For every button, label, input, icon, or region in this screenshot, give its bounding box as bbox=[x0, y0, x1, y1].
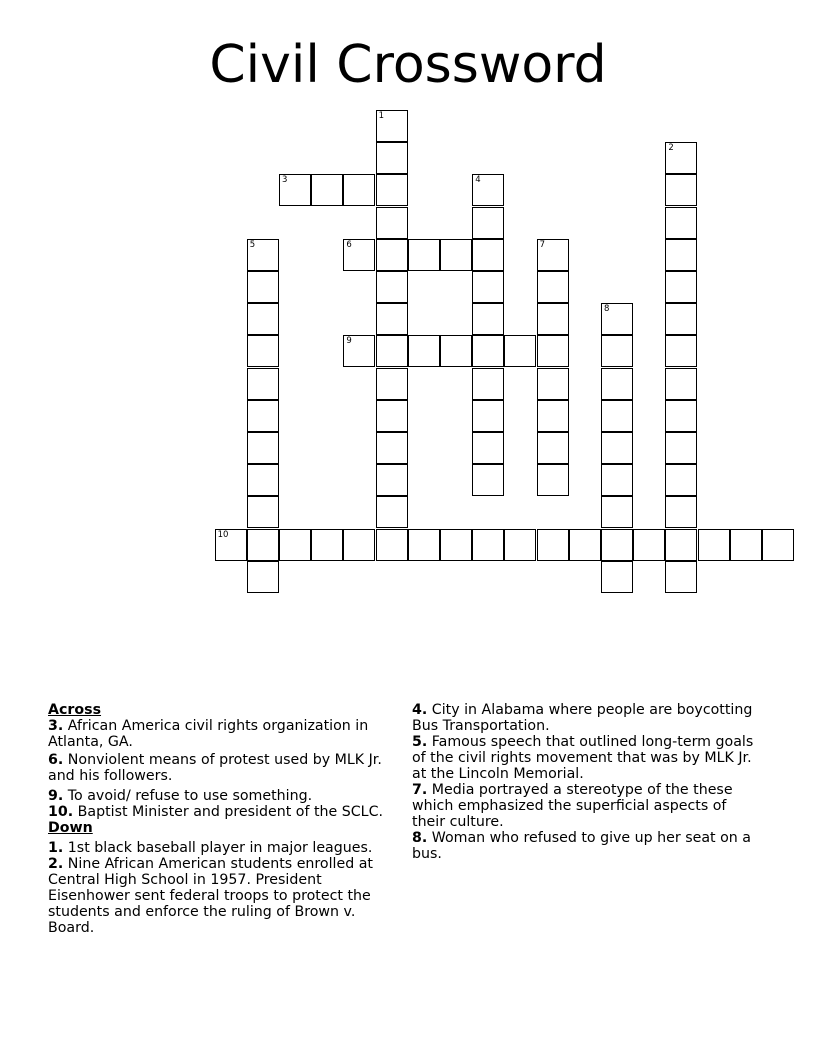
clue-number: 5 bbox=[249, 239, 256, 250]
grid-cell[interactable] bbox=[569, 529, 601, 561]
grid-cell[interactable] bbox=[665, 368, 697, 400]
grid-cell[interactable] bbox=[665, 529, 697, 561]
grid-cell[interactable] bbox=[247, 432, 279, 464]
down-heading: Down bbox=[48, 820, 93, 836]
grid-cell[interactable] bbox=[665, 174, 697, 206]
page-title: Civil Crossword bbox=[209, 35, 607, 95]
grid-cell[interactable] bbox=[537, 303, 569, 335]
clue-across-10: 10. Baptist Minister and president of the SCLC. bbox=[48, 804, 383, 820]
grid-cell[interactable] bbox=[601, 368, 633, 400]
grid-cell[interactable] bbox=[472, 271, 504, 303]
grid-cell[interactable] bbox=[376, 174, 408, 206]
grid-cell[interactable] bbox=[279, 174, 311, 206]
clue-number: 8 bbox=[604, 304, 610, 315]
grid-cell[interactable] bbox=[665, 239, 697, 271]
grid-cell[interactable] bbox=[665, 400, 697, 432]
grid-cell[interactable] bbox=[537, 335, 569, 367]
grid-cell[interactable] bbox=[247, 464, 279, 496]
grid-cell[interactable] bbox=[311, 174, 343, 206]
clue-number: 10 bbox=[217, 529, 229, 540]
grid-cell[interactable] bbox=[665, 207, 697, 239]
grid-cell[interactable] bbox=[665, 496, 697, 528]
grid-cell[interactable] bbox=[698, 529, 730, 561]
grid-cell[interactable] bbox=[472, 239, 504, 271]
grid-cell[interactable] bbox=[633, 529, 665, 561]
grid-cell[interactable] bbox=[472, 335, 504, 367]
clues-right-column bbox=[412, 702, 762, 862]
grid-cell[interactable] bbox=[601, 335, 633, 367]
grid-cell[interactable] bbox=[247, 335, 279, 367]
grid-cell[interactable] bbox=[440, 239, 472, 271]
grid-cell[interactable] bbox=[472, 400, 504, 432]
grid-cell[interactable] bbox=[472, 368, 504, 400]
grid-cell[interactable] bbox=[376, 303, 408, 335]
grid-cell[interactable] bbox=[601, 496, 633, 528]
across-heading: Across bbox=[48, 702, 102, 718]
grid-cell[interactable] bbox=[408, 335, 440, 367]
grid-cell[interactable] bbox=[601, 464, 633, 496]
clue-across-3: 3. African America civil rights organization in Atlanta, GA. bbox=[48, 718, 369, 750]
clue-number: 2 bbox=[668, 143, 674, 154]
clue-number: 3 bbox=[282, 175, 288, 186]
grid-cell[interactable] bbox=[472, 464, 504, 496]
clue-down-2: 2. Nine African American students enrolled at Central High School in 1957. President Eisenhower sent federal troops to protect the students and enforce the ruling of Brown v. Board. bbox=[48, 856, 373, 936]
grid-cell[interactable] bbox=[376, 271, 408, 303]
grid-cell[interactable] bbox=[343, 529, 375, 561]
grid-cell[interactable] bbox=[537, 239, 569, 271]
grid-cell[interactable] bbox=[730, 529, 762, 561]
grid-cell[interactable] bbox=[343, 335, 375, 367]
grid-cell[interactable] bbox=[247, 529, 279, 561]
grid-cell[interactable] bbox=[537, 368, 569, 400]
clues-left-column bbox=[48, 702, 393, 936]
grid-cell[interactable] bbox=[601, 561, 633, 593]
clue-down-1: 1. 1st black baseball player in major leagues. bbox=[48, 840, 373, 856]
clue-down-8: 8. Woman who refused to give up her seat on a bus. bbox=[412, 830, 751, 862]
grid-cell[interactable] bbox=[665, 335, 697, 367]
grid-cell[interactable] bbox=[504, 335, 536, 367]
grid-cell[interactable] bbox=[537, 400, 569, 432]
grid-cell[interactable] bbox=[762, 529, 794, 561]
grid-cell[interactable] bbox=[601, 400, 633, 432]
clue-across-9: 9. To avoid/ refuse to use something. bbox=[48, 788, 313, 804]
grid-cell[interactable] bbox=[279, 529, 311, 561]
grid-cell[interactable] bbox=[665, 303, 697, 335]
clue-number: 1 bbox=[378, 111, 385, 121]
grid-cell[interactable] bbox=[537, 529, 569, 561]
grid-cell[interactable] bbox=[343, 239, 375, 271]
grid-cell[interactable] bbox=[247, 368, 279, 400]
grid-cell[interactable] bbox=[665, 142, 697, 174]
clue-number: 9 bbox=[346, 336, 352, 347]
grid-cell[interactable] bbox=[665, 271, 697, 303]
grid-cell[interactable] bbox=[665, 561, 697, 593]
clue-number: 4 bbox=[475, 175, 481, 186]
grid-cell[interactable] bbox=[601, 303, 633, 335]
grid-cell[interactable] bbox=[311, 529, 343, 561]
grid-cell[interactable] bbox=[376, 529, 408, 561]
clue-number: 7 bbox=[539, 239, 546, 250]
clue-down-5: 5. Famous speech that outlined long-term goals of the civil rights movement that was by MLK Jr. at the Lincoln Memorial. bbox=[412, 734, 754, 782]
grid-cell[interactable] bbox=[601, 529, 633, 561]
grid-cell[interactable] bbox=[408, 239, 440, 271]
grid-cell[interactable] bbox=[247, 400, 279, 432]
grid-cell[interactable] bbox=[376, 400, 408, 432]
grid-cell[interactable] bbox=[665, 464, 697, 496]
grid-cell[interactable] bbox=[376, 110, 408, 142]
grid-cell[interactable] bbox=[472, 432, 504, 464]
grid-cell[interactable] bbox=[537, 464, 569, 496]
clue-down-7: 7. Media portrayed a stereotype of the these which emphasized the superficial aspects of their culture. bbox=[412, 782, 733, 830]
grid-cell[interactable] bbox=[376, 239, 408, 271]
grid-cell[interactable] bbox=[376, 335, 408, 367]
grid-cell[interactable] bbox=[247, 303, 279, 335]
grid-cell[interactable] bbox=[472, 529, 504, 561]
grid-cell[interactable] bbox=[343, 174, 375, 206]
grid-cell[interactable] bbox=[376, 432, 408, 464]
grid-cell[interactable] bbox=[408, 529, 440, 561]
grid-cell[interactable] bbox=[472, 303, 504, 335]
grid-cell[interactable] bbox=[215, 529, 247, 561]
clue-down-4: 4. City in Alabama where people are boycotting Bus Transportation. bbox=[412, 702, 753, 734]
grid-cell[interactable] bbox=[665, 432, 697, 464]
clue-across-6: 6. Nonviolent means of protest used by MLK Jr. and his followers. bbox=[48, 752, 382, 784]
grid-cell[interactable] bbox=[440, 335, 472, 367]
grid-cell[interactable] bbox=[247, 561, 279, 593]
grid-cell[interactable] bbox=[376, 496, 408, 528]
grid-cell[interactable] bbox=[472, 207, 504, 239]
grid-cell[interactable] bbox=[504, 529, 536, 561]
grid-cell[interactable] bbox=[247, 239, 279, 271]
grid-cell[interactable] bbox=[376, 464, 408, 496]
grid-cell[interactable] bbox=[376, 142, 408, 174]
grid-cell[interactable] bbox=[247, 271, 279, 303]
clue-number: 6 bbox=[346, 239, 352, 250]
grid-cell[interactable] bbox=[537, 432, 569, 464]
grid-cell[interactable] bbox=[247, 496, 279, 528]
grid-cell[interactable] bbox=[601, 432, 633, 464]
grid-cell[interactable] bbox=[537, 271, 569, 303]
grid-cell[interactable] bbox=[440, 529, 472, 561]
grid-cell[interactable] bbox=[376, 368, 408, 400]
grid-cell[interactable] bbox=[472, 174, 504, 206]
grid-cell[interactable] bbox=[376, 207, 408, 239]
